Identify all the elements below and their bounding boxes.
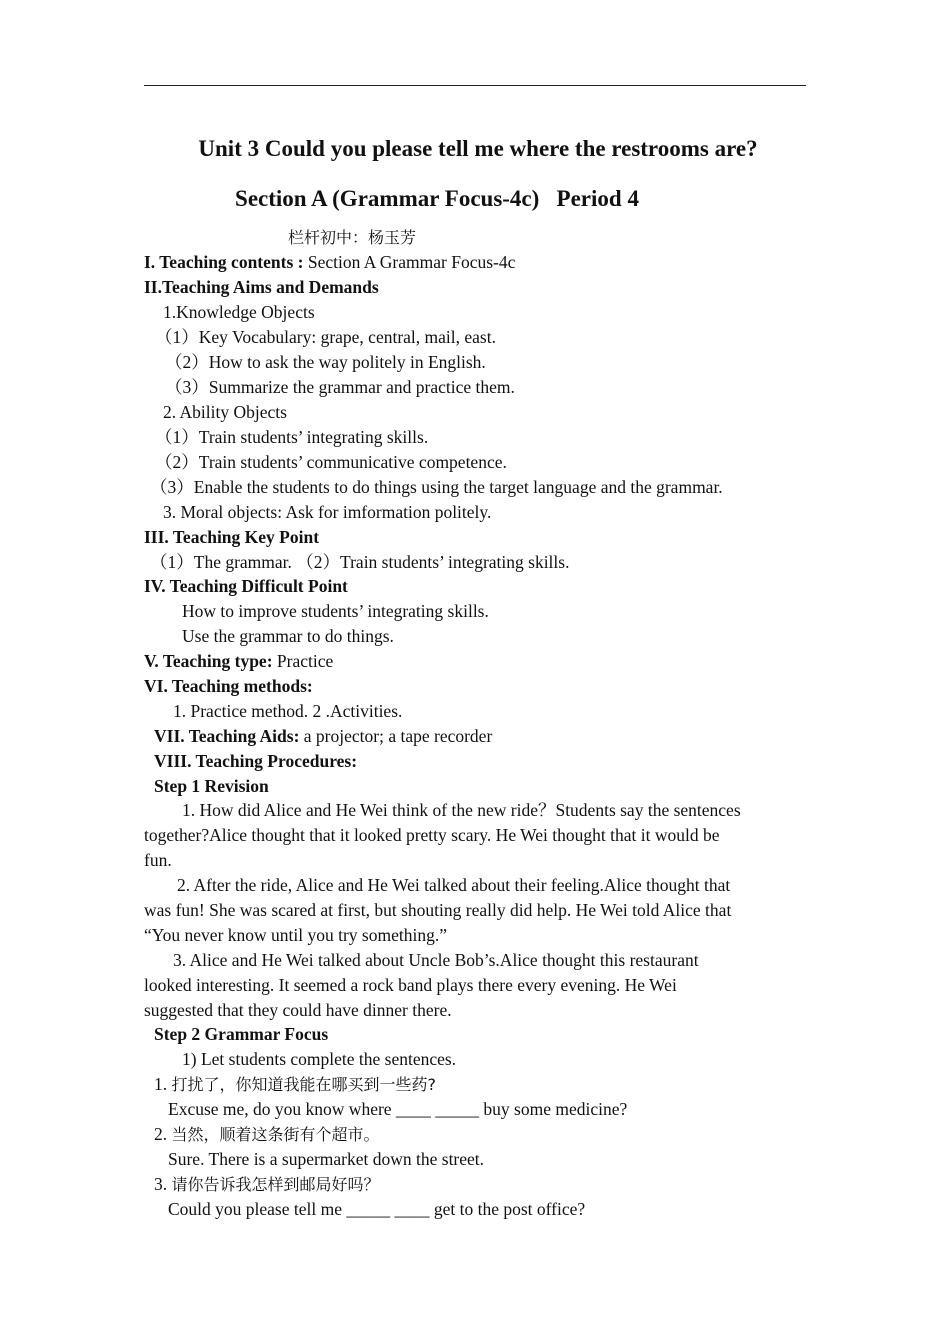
ability-item-1: （1）Train students’ integrating skills. (155, 427, 429, 447)
step1-para3-line1: 3. Alice and He Wei talked about Uncle Bob’s.Alice thought this restaurant (173, 950, 699, 970)
key-point-line: （1）The grammar. （2）Train students’ integrating skills. (150, 552, 570, 572)
moral-objects: 3. Moral objects: Ask for imformation politely. (163, 502, 492, 522)
question-3-cn-text: 请你告诉我怎样到邮局好吗？ (171, 1175, 380, 1194)
teaching-aids (154, 724, 492, 748)
teaching-type-value: Practice (276, 651, 334, 671)
knowledge-objects-title: 1.Knowledge Objects (163, 302, 315, 322)
step2-intro: 1) Let students complete the sentences. (182, 1049, 457, 1069)
step1-para3-line2: looked interesting. It seemed a rock band plays there every evening. He Wei (144, 975, 677, 995)
author-line: 栏杆初中：杨玉芳 (288, 228, 417, 247)
difficult-point-line-1: How to improve students’ integrating skills. (182, 601, 489, 621)
ability-item-3: （3）Enable the students to do things using the target language and the grammar. (150, 477, 723, 497)
question-1-english: Excuse me, do you know where ____ _____ buy some medicine? (168, 1099, 628, 1119)
knowledge-item-3: （3）Summarize the grammar and practice them. (165, 377, 515, 397)
question-3-chinese (154, 1172, 380, 1197)
step1-para2-line3: “You never know until you try something.” (144, 925, 447, 945)
teaching-methods-line: 1. Practice method. 2 .Activities. (173, 701, 403, 721)
teaching-contents-heading: I. Teaching contents : (144, 252, 308, 272)
question-1-chinese (154, 1072, 436, 1097)
page-title: Unit 3 Could you please tell me where the restrooms are? (198, 136, 758, 161)
teaching-type-heading: V. Teaching type: (144, 651, 277, 671)
difficult-point-line-2: Use the grammar to do things. (182, 626, 394, 646)
header-rule (144, 85, 806, 86)
question-2-cn-text: 当然，顺着这条街有个超市。 (171, 1125, 380, 1144)
question-3-number: 3. (154, 1174, 172, 1194)
question-2-chinese (154, 1122, 380, 1147)
ability-objects-title: 2. Ability Objects (163, 402, 287, 422)
question-2-number: 2. (154, 1124, 172, 1144)
teaching-contents-value: Section A Grammar Focus-4c (307, 252, 516, 272)
teaching-aids-value: a projector; a tape recorder (303, 726, 493, 746)
teaching-methods-heading: VI. Teaching methods: (144, 676, 313, 696)
step1-para1-line3: fun. (144, 850, 172, 870)
step1-para1-line1: 1. How did Alice and He Wei think of the new ride？Students say the sentences (182, 800, 741, 820)
question-1-number: 1. (154, 1074, 172, 1094)
aims-heading: II.Teaching Aims and Demands (144, 277, 379, 297)
teaching-type (144, 649, 333, 673)
knowledge-item-1: （1）Key Vocabulary: grape, central, mail, east. (155, 327, 496, 347)
ability-item-2: （2）Train students’ communicative competence. (155, 452, 507, 472)
step1-para2-line2: was fun! She was scared at first, but shouting really did help. He Wei told Alice that (144, 900, 732, 920)
step1-para1-line2: together?Alice thought that it looked pretty scary. He Wei thought that it would be (144, 825, 720, 845)
knowledge-item-2: （2）How to ask the way politely in English. (165, 352, 486, 372)
procedures-heading: VIII. Teaching Procedures: (154, 751, 358, 771)
teaching-aids-heading: VII. Teaching Aids: (154, 726, 304, 746)
step1-heading: Step 1 Revision (154, 776, 269, 796)
key-point-heading: III. Teaching Key Point (144, 527, 320, 547)
step1-para2-line1: 2. After the ride, Alice and He Wei talked about their feeling.Alice thought that (177, 875, 731, 895)
teaching-contents (144, 250, 515, 274)
question-1-cn-text: 打扰了，你知道我能在哪买到一些药? (171, 1075, 436, 1094)
page-subtitle: Section A (Grammar Focus-4c) Period 4 (235, 186, 639, 211)
difficult-point-heading: IV. Teaching Difficult Point (144, 576, 348, 596)
question-3-english: Could you please tell me _____ ____ get to the post office? (168, 1199, 586, 1219)
step1-para3-line3: suggested that they could have dinner there. (144, 1000, 452, 1020)
question-2-english: Sure. There is a supermarket down the street. (168, 1149, 485, 1169)
step2-heading: Step 2 Grammar Focus (154, 1024, 329, 1044)
